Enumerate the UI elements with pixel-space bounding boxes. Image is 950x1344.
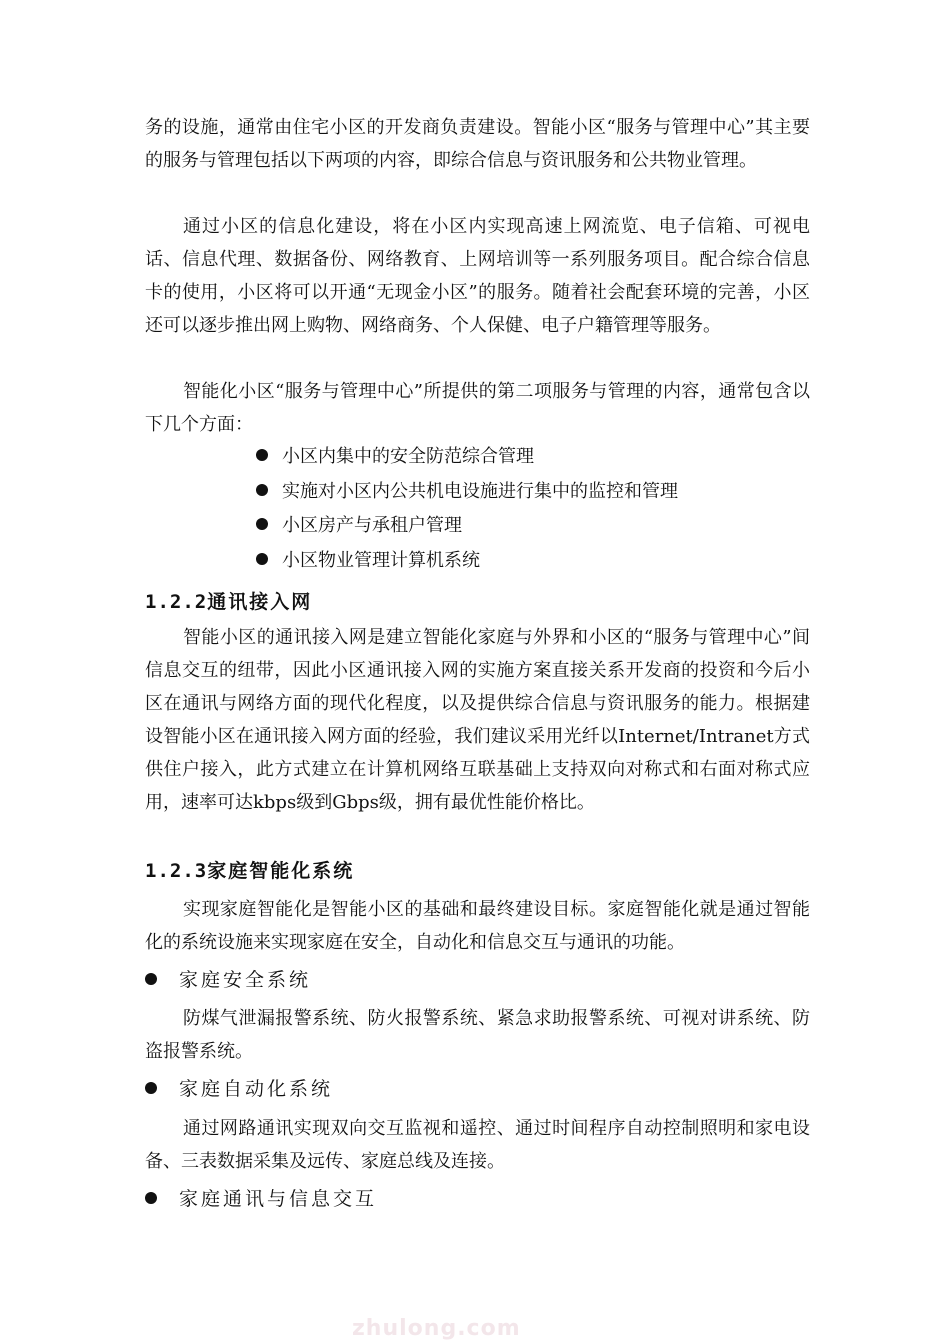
list-item: 实施对小区内公共机电设施进行集中的监控和管理 — [256, 475, 678, 508]
bullet-icon — [256, 484, 268, 496]
paragraph-informatization: 通过小区的信息化建设，将在小区内实现高速上网流览、电子信箱、可视电话、信息代理、数据备份、网络教育、上网培训等一系列服务项目。配合综合信息卡的使用，小区将可以开通“无现金小区”的服务。随着社会配套环境的完善，小区还可以逐步推出网上购物、网络商务、个人保健、电子户籍管理等服务。 — [145, 216, 810, 336]
bullet-icon — [145, 1082, 157, 1094]
list-item: 小区内集中的安全防范综合管理 — [256, 440, 534, 473]
paragraph-access-network: 智能小区的通讯接入网是建立智能化家庭与外界和小区的“服务与管理中心”间信息交互的纽带，因此小区通讯接入网的实施方案直接关系开发商的投资和今后小区在通讯与网络方面的现代化程度，以及提供综合信息与资讯服务的能力。根据建设智能小区在通讯接入网方面的经验，我们建议采用光纤以Internet/Intranet方式供住户接入，此方式建立在计算机网络互联基础上支持双向对称式和右面对称式应用，速率可达kbps级到Gbps级，拥有最优性能价格比。 — [145, 627, 810, 813]
paragraph-home-automation: 通过网路通讯实现双向交互监视和遥控、通过时间程序自动控制照明和家电设备、三表数据采集及远传、家庭总线及连接。 — [145, 1118, 810, 1172]
bullet-icon — [145, 973, 157, 985]
list-item: 小区物业管理计算机系统 — [256, 544, 480, 577]
subsection-heading-home-automation: 家庭自动化系统 — [145, 1073, 333, 1106]
list-item: 小区房产与承租户管理 — [256, 509, 462, 542]
bullet-icon — [256, 553, 268, 565]
paragraph-home-intelligence: 实现家庭智能化是智能小区的基础和最终建设目标。家庭智能化就是通过智能化的系统设施来实现家庭在安全，自动化和信息交互与通讯的功能。 — [145, 899, 810, 953]
section-heading-home-intelligence: 1.2.3家庭智能化系统 — [145, 860, 355, 882]
paragraph-service-center: 务的设施，通常由住宅小区的开发商负责建设。智能小区“服务与管理中心”其主要的服务与管理包括以下两项的内容，即综合信息与资讯服务和公共物业管理。 — [145, 117, 810, 171]
paragraph-home-security: 防煤气泄漏报警系统、防火报警系统、紧急求助报警系统、可视对讲系统、防盗报警系统。 — [145, 1008, 810, 1062]
subsection-heading-home-communication: 家庭通讯与信息交互 — [145, 1183, 377, 1216]
bullet-icon — [145, 1192, 157, 1204]
section-heading-access-network: 1.2.2通讯接入网 — [145, 591, 313, 613]
subsection-heading-home-security: 家庭安全系统 — [145, 964, 311, 997]
bullet-icon — [256, 449, 268, 461]
bullet-icon — [256, 518, 268, 530]
watermark: zhulong.com — [352, 1316, 521, 1341]
paragraph-second-service: 智能化小区“服务与管理中心”所提供的第二项服务与管理的内容，通常包含以下几个方面： — [145, 381, 810, 435]
